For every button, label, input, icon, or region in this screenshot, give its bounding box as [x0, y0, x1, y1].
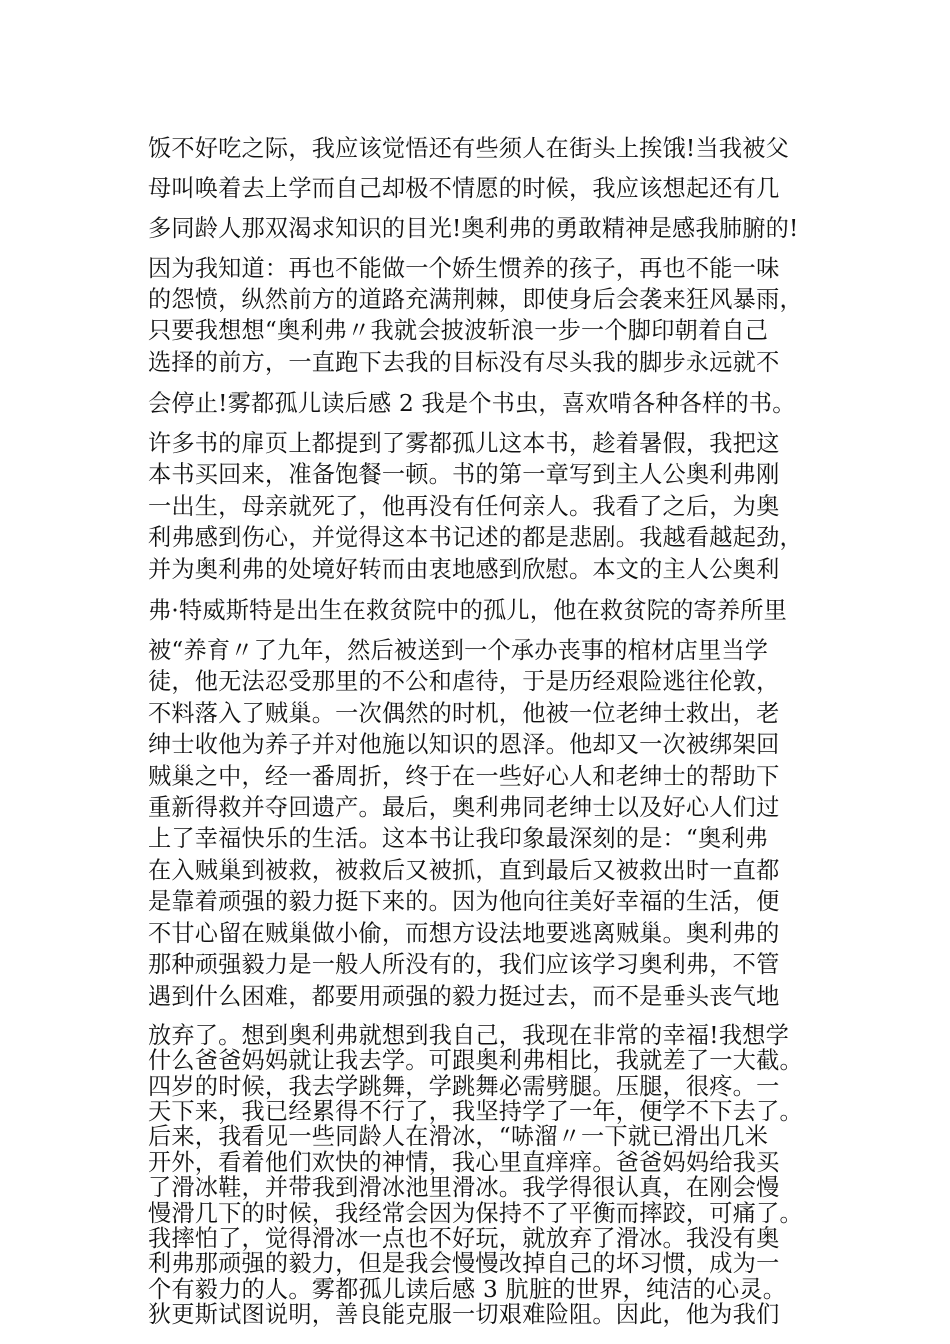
- text-line: 我摔怕了，觉得滑冰一点也不好玩，就放弃了滑冰。我没有奥: [148, 1225, 780, 1252]
- text-line: 不料落入了贼巢。一次偶然的时机，他被一位老绅士救出，老: [148, 700, 780, 727]
- text-line: 绅士收他为养子并对他施以知识的恩泽。他却又一次被绑架回: [148, 731, 780, 758]
- text-line: 被“养育〃了九年，然后被送到一个承办丧事的棺材店里当学: [148, 637, 769, 664]
- text-line: 什么爸爸妈妈就让我去学。可跟奥利弗相比，我就差了一大截。: [148, 1047, 803, 1074]
- text-line: 个有毅力的人。雾都孤儿读后感 3 肮脏的世界，纯洁的心灵。: [148, 1276, 787, 1303]
- text-line: 在入贼巢到被救，被救后又被抓，直到最后又被救出时一直都: [148, 857, 780, 884]
- text-line: 是靠着顽强的毅力挺下来的。因为他向往美好幸福的生活，便: [148, 888, 780, 915]
- text-line: 放弃了。想到奥利弗就想到我自己，我现在非常的幸福!我想学: [148, 1022, 789, 1049]
- text-line: 狄更斯试图说明，善良能克服一切艰难险阻。因此，他为我们: [148, 1301, 780, 1328]
- text-line: 天下来，我已经累得不行了，我坚持学了一年，便学不下去了。: [148, 1098, 803, 1125]
- text-line: 只要我想想“奥利弗〃我就会披波斩浪一步一个脚印朝着自己: [148, 317, 769, 344]
- text-line: 因为我知道：再也不能做一个娇生惯养的孩子，再也不能一味: [148, 255, 780, 282]
- text-line: 弗·特威斯特是出生在救贫院中的孤儿，他在救贫院的寄养所里: [148, 597, 788, 624]
- text-line: 不甘心留在贼巢做小偷，而想方设法地要逃离贼巢。奥利弗的: [148, 920, 780, 947]
- text-line: 四岁的时候，我去学跳舞，学跳舞必需劈腿。压腿，很疼。一: [148, 1073, 780, 1100]
- text-line: 那种顽强毅力是一般人所没有的，我们应该学习奥利弗，不管: [148, 951, 780, 978]
- text-line: 的怨愤，纵然前方的道路充满荆棘，即使身后会袭来狂风暴雨，: [148, 286, 803, 313]
- text-line: 贼巢之中，经一番周折，终于在一些好心人和老绅士的帮助下: [148, 763, 780, 790]
- text-line: 后来，我看见一些同龄人在滑冰，“哧溜〃一下就已滑出几米: [148, 1123, 769, 1150]
- text-line: 了滑冰鞋，并带我到滑冰池里滑冰。我学得很认真，在刚会慢: [148, 1174, 780, 1201]
- text-line: 利弗那顽强的毅力，但是我会慢慢改掉自己的坏习惯，成为一: [148, 1250, 780, 1277]
- text-line: 遇到什么困难，都要用顽强的毅力挺过去，而不是垂头丧气地: [148, 983, 780, 1010]
- text-line: 许多书的扉页上都提到了雾都孤儿这本书，趁着暑假，我把这: [148, 430, 780, 457]
- text-line: 会停止!雾都孤儿读后感 2 我是个书虫，喜欢啃各种各样的书。: [148, 390, 796, 417]
- text-line: 选择的前方，一直跑下去我的目标没有尽头我的脚步永远就不: [148, 349, 780, 376]
- text-line: 慢滑几下的时候，我经常会因为保持不了平衡而摔跤，可痛了。: [148, 1200, 803, 1227]
- text-line: 徒，他无法忍受那里的不公和虐待，于是历经艰险逃往伦敦，: [148, 668, 780, 695]
- text-line: 重新得救并夺回遗产。最后，奥利弗同老绅士以及好心人们过: [148, 794, 780, 821]
- text-line: 饭不好吃之际，我应该觉悟还有些须人在街头上挨饿!当我被父: [148, 135, 789, 162]
- text-line: 开外，看着他们欢快的神情，我心里直痒痒。爸爸妈妈给我买: [148, 1149, 780, 1176]
- text-line: 并为奥利弗的处境好转而由衷地感到欣慰。本文的主人公奥利: [148, 556, 780, 583]
- text-line: 利弗感到伤心，并觉得这本书记述的都是悲剧。我越看越起劲，: [148, 524, 803, 551]
- text-line: 一出生，母亲就死了，他再没有任何亲人。我看了之后，为奥: [148, 493, 780, 520]
- text-line: 本书买回来，准备饱餐一顿。书的第一章写到主人公奥利弗刚: [148, 461, 780, 488]
- text-line: 母叫唤着去上学而自己却极不情愿的时候，我应该想起还有几: [148, 175, 780, 202]
- text-line: 多同龄人那双渴求知识的目光!奥利弗的勇敢精神是感我肺腑的!: [148, 215, 799, 242]
- text-line: 上了幸福快乐的生活。这本书让我印象最深刻的是：“奥利弗: [148, 825, 769, 852]
